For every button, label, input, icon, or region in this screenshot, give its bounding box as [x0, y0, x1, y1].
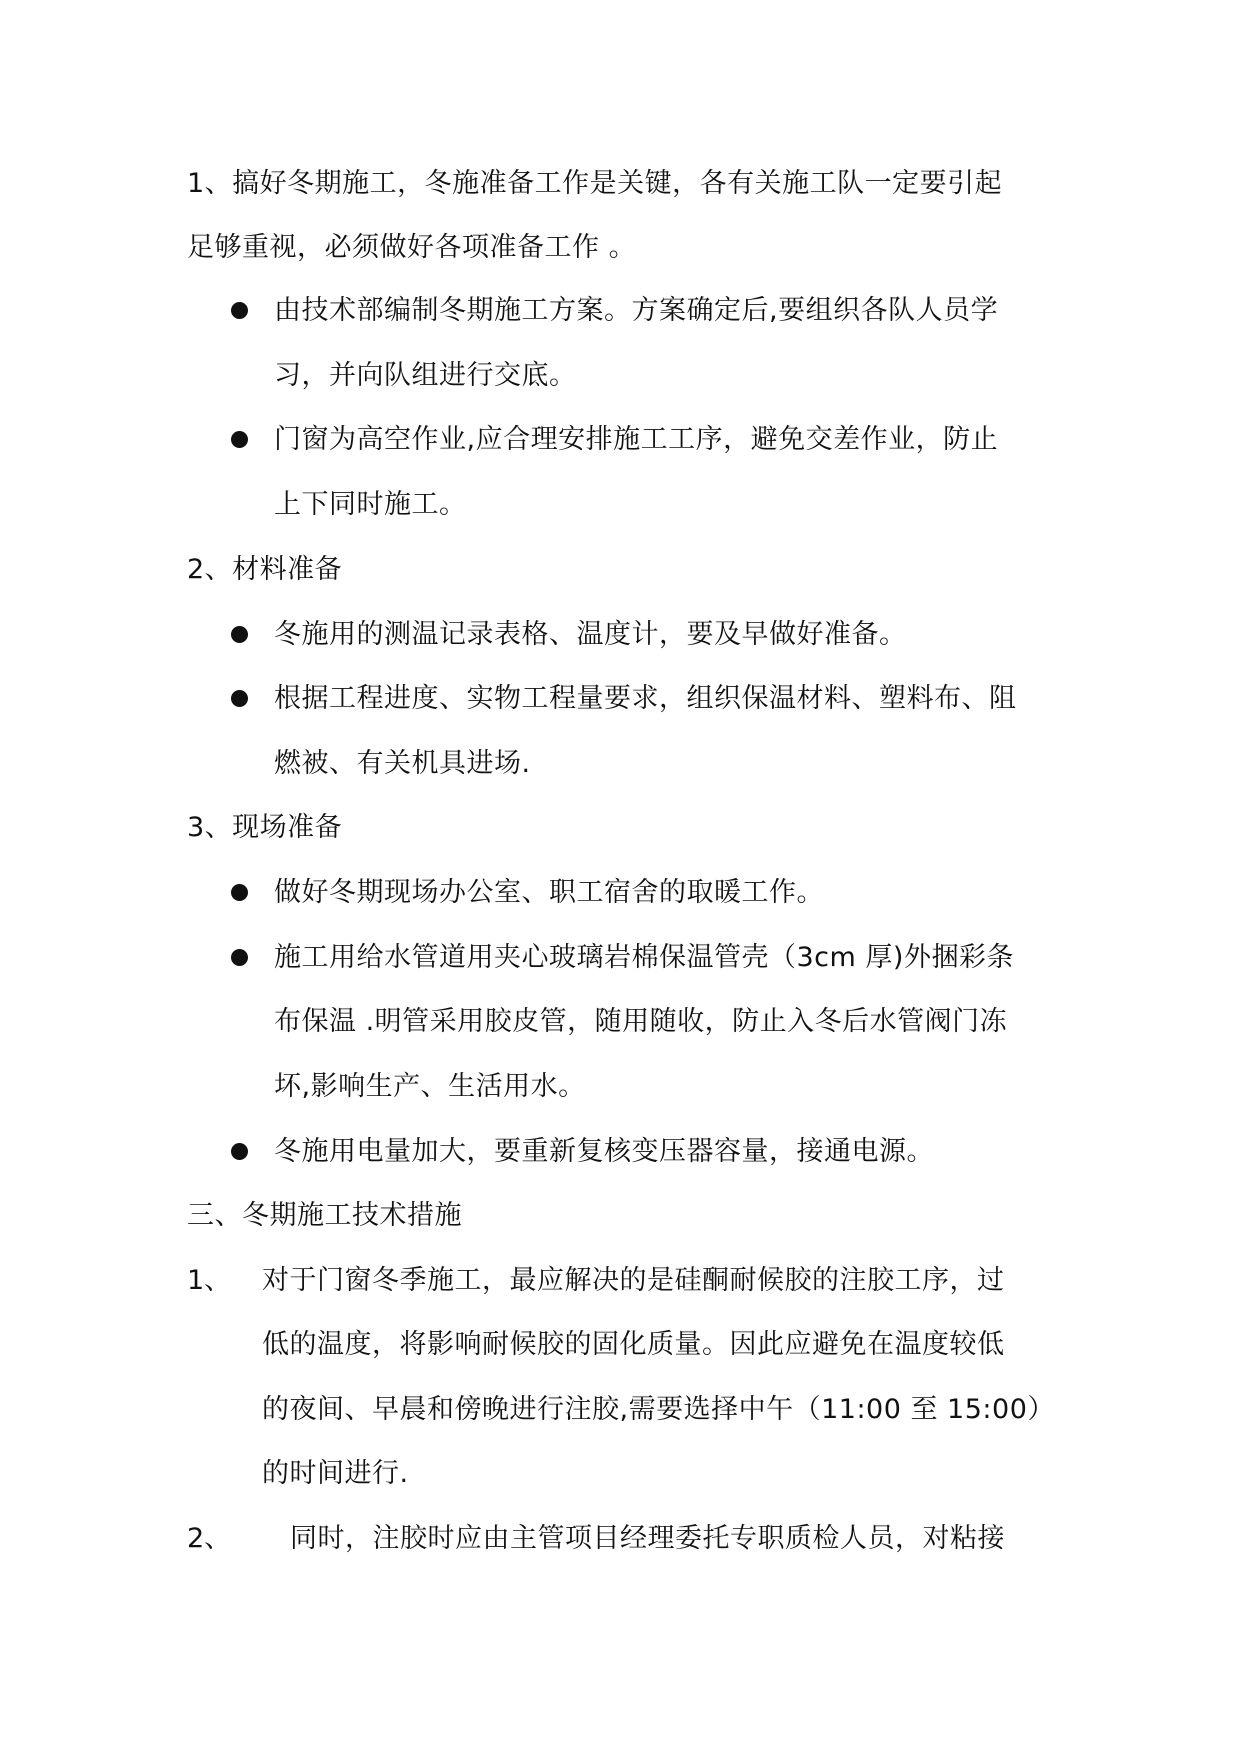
section3-bullet1-line1: 做好冬期现场办公室、职工宿舍的取暖工作。	[274, 877, 824, 908]
part3-item1-line4: 的时间进行.	[262, 1458, 409, 1489]
bullet-dot	[231, 431, 248, 448]
section3-bullet2-line1: 施工用给水管道用夹心玻璃岩棉保温管壳（3cm 厚)外捆彩条	[274, 942, 1014, 973]
section3-bullet2-line3: 坏,影响生产、生活用水。	[274, 1071, 586, 1102]
section3-bullet2-line2: 布保温 .明管采用胶皮管，随用随收，防止入冬后水管阀门冻	[274, 1006, 1008, 1037]
section1-heading-line1: 1、搞好冬期施工，冬施准备工作是关键，各有关施工队一定要引起	[187, 168, 1003, 199]
section2-bullet2-line1: 根据工程进度、实物工程量要求，组织保温材料、塑料布、阻	[274, 683, 1017, 714]
part3-item1-number: 1、	[187, 1265, 232, 1296]
part3-item1-line3: 的夜间、早晨和傍晚进行注胶,需要选择中午（11:00 至 15:00）	[262, 1394, 1055, 1425]
section2-heading: 2、材料准备	[187, 554, 343, 585]
bullet-dot	[231, 626, 248, 643]
section3-bullet3-line1: 冬施用电量加大，要重新复核变压器容量，接通电源。	[274, 1136, 934, 1167]
bullet-dot	[231, 690, 248, 707]
part3-item2-number: 2、	[187, 1523, 232, 1554]
part3-item1-line1: 对于门窗冬季施工，最应解决的是硅酮耐候胶的注胶工序，过	[262, 1265, 1005, 1296]
bullet-dot	[231, 302, 248, 319]
part3-heading: 三、冬期施工技术措施	[187, 1200, 462, 1231]
section1-bullet1-line2: 习，并向队组进行交底。	[274, 360, 577, 391]
section1-heading-line2: 足够重视，必须做好各项准备工作 。	[187, 232, 637, 263]
section1-bullet2-line2: 上下同时施工。	[274, 489, 467, 520]
bullet-dot	[231, 949, 248, 966]
bullet-dot	[231, 1143, 248, 1160]
section2-bullet1-line1: 冬施用的测温记录表格、温度计，要及早做好准备。	[274, 619, 907, 650]
section1-bullet1-line1: 由技术部编制冬期施工方案。方案确定后,要组织各队人员学	[274, 295, 999, 326]
section1-bullet2-line1: 门窗为高空作业,应合理安排施工工序，避免交差作业，防止	[274, 424, 999, 455]
section3-heading: 3、现场准备	[187, 812, 343, 843]
part3-item1-line2: 低的温度，将影响耐候胶的固化质量。因此应避免在温度较低	[262, 1329, 1005, 1360]
part3-item2-line1: 同时，注胶时应由主管项目经理委托专职质检人员，对粘接	[290, 1523, 1005, 1554]
bullet-dot	[231, 884, 248, 901]
section2-bullet2-line2: 燃被、有关机具进场.	[274, 748, 531, 779]
